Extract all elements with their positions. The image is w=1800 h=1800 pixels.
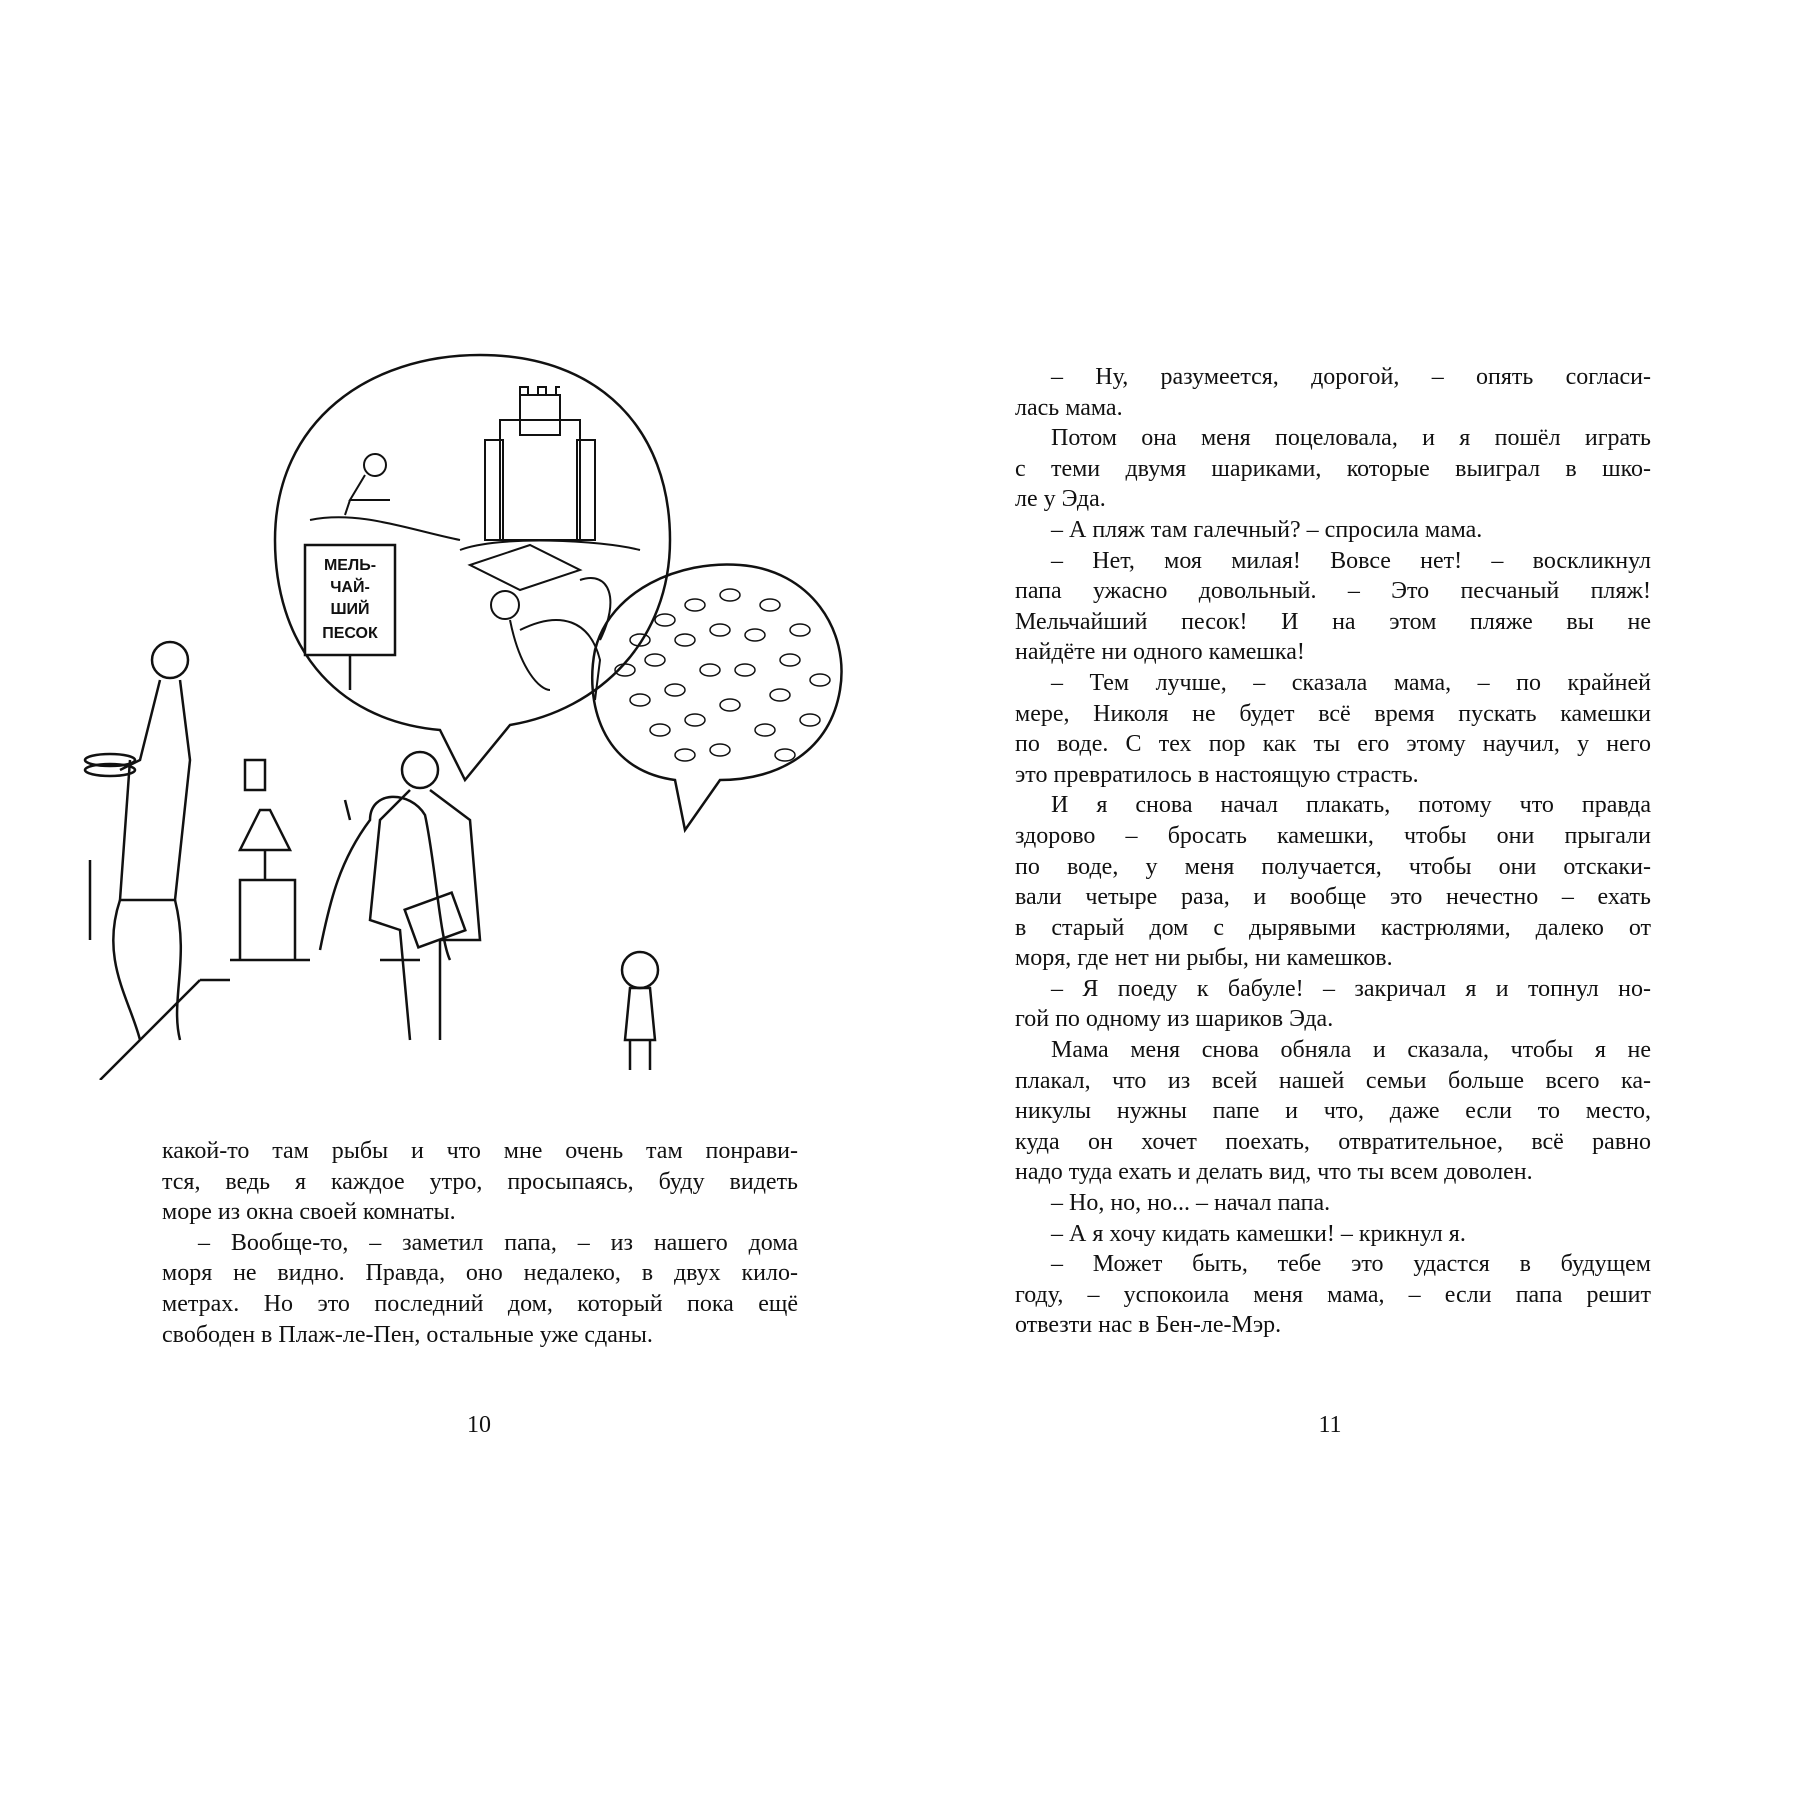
text-line: – Ну, разумеется, дорогой, – опять согласи- <box>1051 364 1651 390</box>
text-line: какой-то там рыбы и что мне очень там понрави- <box>162 1138 798 1164</box>
text-line: Мама меня снова обняла и сказала, чтобы я не <box>1051 1037 1651 1064</box>
text-line: найдёте ни одного камешка! <box>1015 639 1305 666</box>
text-line: И я снова начал плакать, потому что правда <box>1051 792 1651 819</box>
sign-line-2: ЧАЙ- <box>330 579 370 596</box>
text-line: ле у Эда. <box>1015 486 1106 513</box>
text-line: Мельчайший песок! И на этом пляже вы не <box>1015 608 1651 635</box>
boy-on-sand <box>345 454 390 515</box>
text-line: тся, ведь я каждое утро, просыпаясь, буду видеть <box>162 1168 798 1195</box>
text-line: году, – успокоила меня мама, – если папа решит <box>1015 1281 1651 1308</box>
text-line: папа ужасно довольный. – Это песчаный пляж! <box>1015 578 1651 605</box>
illustration <box>80 340 890 1080</box>
text-line: плакал, что из всей нашей семьи больше всего ка- <box>1015 1067 1651 1094</box>
text-line: по воде. С тех пор как ты его этому научил, у него <box>1015 731 1651 758</box>
sign-line-3: ШИЙ <box>330 601 370 618</box>
text-line: – Тем лучше, – сказала мама, – по крайней <box>1051 669 1651 696</box>
text-line: по воде, у меня получается, чтобы они отскаки- <box>1015 853 1651 880</box>
pebble-thought-bubble <box>592 564 841 830</box>
text-line: надо туда ехать и делать вид, что ты всем доволен. <box>1015 1159 1533 1186</box>
room-scene <box>100 760 450 1080</box>
text-line: море из окна своей комнаты. <box>162 1199 456 1226</box>
text-line: моря не видно. Правда, оно недалеко, в двух кило- <box>162 1260 798 1287</box>
text-line: куда он хочет поехать, отвратительное, всё равно <box>1015 1128 1651 1155</box>
text-line: это превратилось в настоящую страсть. <box>1015 761 1419 788</box>
text-line: мере, Николя не будет всё время пускать камешки <box>1015 700 1651 727</box>
page-number-left: 10 <box>467 1412 491 1438</box>
sign-line-1: МЕЛЬ- <box>323 557 377 574</box>
left-page-text <box>162 1136 798 1350</box>
text-line: – Может быть, тебе это удастся в будущем <box>1051 1251 1651 1278</box>
nicolas-figure <box>622 952 658 1070</box>
text-line: метрах. Но это последний дом, который пока ещё <box>162 1290 798 1317</box>
text-line: Потом она меня поцеловала, и я пошёл играть <box>1051 425 1651 452</box>
dad-on-beach <box>470 545 610 700</box>
right-page-text <box>1015 362 1651 1341</box>
text-line: – А я хочу кидать камешки! – крикнул я. <box>1051 1220 1466 1247</box>
dad-figure <box>345 752 480 1040</box>
sign-line-4: ПЕСОК <box>322 625 378 642</box>
text-line: свободен в Плаж-ле-Пен, остальные уже сданы. <box>162 1321 653 1348</box>
text-line: здорово – бросать камешки, чтобы они прыгали <box>1015 822 1651 849</box>
text-line: с теми двумя шариками, которые выиграл в шко- <box>1015 455 1651 482</box>
text-line: никулы нужны папе и что, даже если то место, <box>1015 1098 1651 1125</box>
text-line: – Но, но, но... – начал папа. <box>1051 1190 1331 1217</box>
text-line: гой по одному из шариков Эда. <box>1015 1006 1334 1033</box>
text-line: отвезти нас в Бен-ле-Мэр. <box>1015 1312 1282 1339</box>
text-line: – Вообще-то, – заметил папа, – из нашего дома <box>198 1229 798 1256</box>
sign <box>305 545 395 690</box>
text-line: – Нет, моя милая! Вовсе нет! – воскликнул <box>1051 547 1651 574</box>
text-line: вали четыре раза, и вообще это нечестно – ехать <box>1015 884 1651 911</box>
text-line: – Я поеду к бабуле! – закричал я и топнул но- <box>1051 975 1651 1002</box>
text-line: в старый дом с дырявыми кастрюлями, далеко от <box>1015 914 1651 941</box>
sand-castle <box>310 387 640 550</box>
text-line: моря, где нет ни рыбы, ни камешков. <box>1015 945 1393 972</box>
page-number-right: 11 <box>1318 1412 1342 1438</box>
text-line: – А пляж там галечный? – спросила мама. <box>1051 516 1483 543</box>
text-line: лась мама. <box>1015 394 1123 421</box>
mom-figure <box>85 642 190 1040</box>
